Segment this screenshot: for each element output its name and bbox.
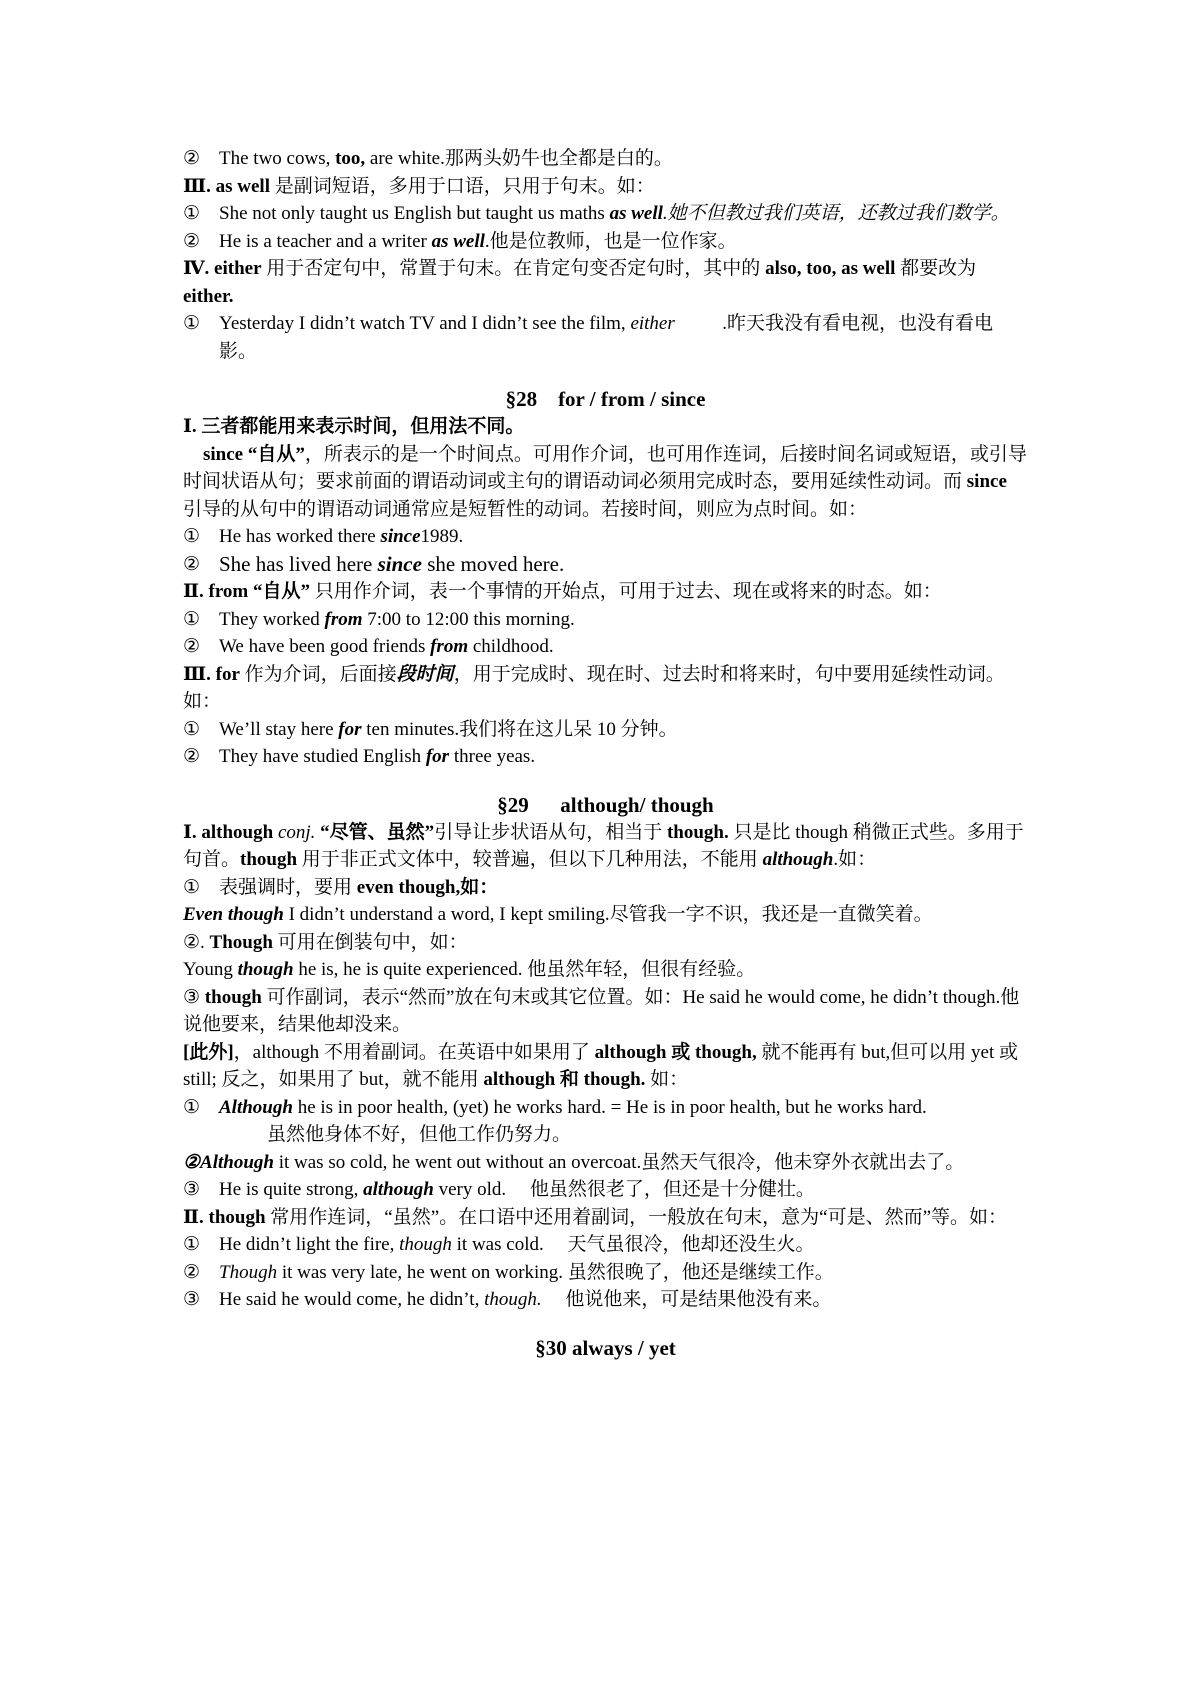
example-number: ③ <box>183 1179 201 1200</box>
section-28-intro: Ⅰ. 三者都能用来表示时间，但用法不同。 <box>183 416 525 437</box>
example-number: ① <box>183 718 201 740</box>
though-rule: Ⅱ. though 常用作连词，“虽然”。在口语中还用着副词，一般放在句末，意为“可是、然而”等。如： <box>183 1206 1008 1228</box>
example-number: ① <box>183 203 201 224</box>
example-as-well-2: ② He is a teacher and a writer as well.他是位教师，也是一位作家。 <box>183 228 1028 256</box>
example-as-well-1: ① She not only taught us English but taught us maths as well.她不但教过我们英语，还教过我们数学。 <box>183 200 1028 228</box>
usage-1-example: Even though I didn’t understand a word, I kept smiling.尽管我一字不识，我还是一直微笑着。 <box>183 904 933 925</box>
example-from-1: ① They worked from 7:00 to 12:00 this morning. <box>183 606 1028 634</box>
example-from-2: ② We have been good friends from childhood. <box>183 633 1028 661</box>
usage-3: ③ though 可作副词，表示“然而”放在句末或其它位置。如：He said he would come, he didn’t though.他说他要来，结果他却没来。 <box>183 986 1020 1035</box>
example-though-1: ① He didn’t light the fire, though it was cold. 天气虽很冷，他却还没生火。 <box>183 1231 1028 1259</box>
example-number: ① <box>183 1234 201 1255</box>
example-number: ② <box>183 636 201 657</box>
example-although-1: ① Although he is in poor health, (yet) he works hard. = He is in poor health, but he works hard. 虽然他身体不好，但他工作仍努力。 <box>183 1094 1028 1149</box>
since-rule: since “自从”，所表示的是一个时间点。可用作介词，也可用作连词，后接时间名词或短语，或引导时间状语从句；要求前面的谓语动词或主句的谓语动词必须用完成时态，要用延续性动词。而 since 引导的从句中的谓语动词通常应是短暂性的动词。若接时间，则应为点时间。如： <box>183 443 1027 520</box>
example-number: ② <box>183 148 201 169</box>
example-too-2: ② The two cows, too, are white.那两头奶牛也全都是白的。 <box>183 145 1028 173</box>
example-for-2: ② They have studied English for three yeas. <box>183 743 1028 771</box>
example-number: ② <box>183 553 201 575</box>
from-rule: Ⅱ. from “自从” 只用作介词，表一个事情的开始点，可用于过去、现在或将来的时态。如： <box>183 581 942 602</box>
usage-1: ① 表强调时，要用 even though,如： <box>183 874 1028 902</box>
example-though-3: ③ He said he would come, he didn’t, though. 他说他来，可是结果他没有来。 <box>183 1286 1028 1314</box>
example-either-1: ① Yesterday I didn’t watch TV and I didn’t see the film, either .昨天我没有看电视，也没有看电影。 <box>183 310 1028 365</box>
example-number: ① <box>183 608 201 630</box>
for-rule: Ⅲ. for 作为介词，后面接段时间，用于完成时、现在时、过去时和将来时，句中要用延续性动词。如： <box>183 663 1005 712</box>
example-since-1: ① He has worked there since1989. <box>183 523 1028 551</box>
section-30-heading: §30 always / yet <box>535 1335 676 1360</box>
section-29-heading: §29 although/ though <box>497 792 714 817</box>
as-well-rule: Ⅲ. as well 是副词短语，多用于口语，只用于句末。如： <box>183 175 655 197</box>
example-although-2: ②Although it was so cold, he went out without an overcoat.虽然天气很冷，他未穿外衣就出去了。 <box>183 1151 965 1173</box>
example-number: ① <box>183 876 201 898</box>
document-page <box>183 145 1028 1362</box>
example-although-3: ③ He is quite strong, although very old. 他虽然很老了，但还是十分健壮。 <box>183 1176 1028 1204</box>
example-number: ③ <box>183 1289 201 1310</box>
example-since-2: ② She has lived here since she moved here. <box>183 551 1028 579</box>
although-rule: Ⅰ. although conj. “尽管、虽然”引导让步状语从句，相当于 though. 只是比 though 稍微正式些。多用于句首。though 用于非正式文体中，较普遍，但以下几种用法，不能用 although.如： <box>183 821 1024 870</box>
example-number: ① <box>183 1096 201 1118</box>
example-number: ② <box>183 230 201 252</box>
example-number: ② <box>183 1261 201 1283</box>
either-rule: Ⅳ. either 用于否定句中，常置于句末。在肯定句变否定句时，其中的 also, too, as well 都要改为 either. <box>183 258 977 307</box>
example-though-2: ② Though it was very late, he went on working. 虽然很晚了，他还是继续工作。 <box>183 1259 1028 1287</box>
example-number: ① <box>183 313 201 334</box>
extra-note: [此外]，although 不用着副词。在英语中如果用了 although 或 though, 就不能再有 but,但可以用 yet 或 still; 反之，如果用了 but，就不能用 although 和 though. 如： <box>183 1041 1018 1090</box>
example-for-1: ① We’ll stay here for ten minutes.我们将在这儿呆 10 分钟。 <box>183 716 1028 744</box>
usage-2-example: Young though he is, he is quite experienced. 他虽然年轻，但很有经验。 <box>183 959 756 980</box>
section-28-heading: §28 for / from / since <box>505 387 706 411</box>
example-number: ② <box>183 746 201 767</box>
usage-2: ②. Though 可用在倒装句中，如： <box>183 931 468 953</box>
example-number: ① <box>183 526 201 547</box>
